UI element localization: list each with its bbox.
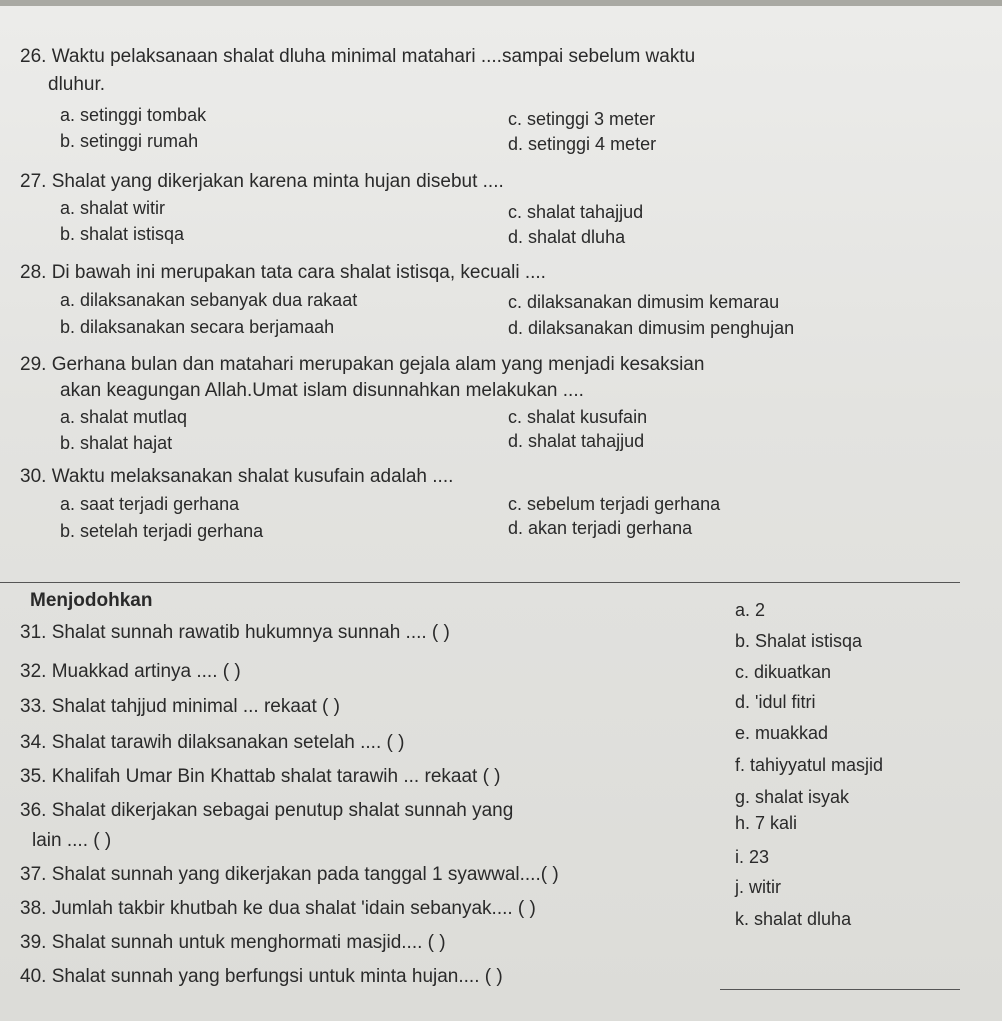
matching-answer-g: g. shalat isyak — [735, 787, 850, 807]
matching-answer-j: j. witir — [735, 877, 781, 897]
matching-question-31: 31. Shalat sunnah rawatib hukumnya sunnah .... ( ) — [20, 622, 450, 643]
matching-question-36: 36. Shalat dikerjakan sebagai penutup shalat sunnah yang — [20, 800, 514, 821]
q28-option-c: c. dilaksanakan dimusim kemarau — [508, 292, 780, 312]
worksheet-page — [0, 6, 1002, 1021]
matching-answer-h: h. 7 kali — [735, 813, 798, 833]
matching-answer-a: a. 2 — [735, 600, 766, 620]
q28-option-d: d. dilaksanakan dimusim penghujan — [508, 318, 795, 338]
q29-option-b: b. shalat hajat — [60, 433, 173, 453]
matching-question-36-cont: lain .... ( ) — [32, 830, 112, 851]
q30-option-b: b. setelah terjadi gerhana — [60, 521, 264, 541]
question-26-text: 26. Waktu pelaksanaan shalat dluha minimal matahari ....sampai sebelum waktu — [20, 46, 696, 67]
matching-answer-e: e. muakkad — [735, 723, 829, 743]
question-28-text: 28. Di bawah ini merupakan tata cara shalat istisqa, kecuali .... — [20, 262, 546, 283]
matching-question-37: 37. Shalat sunnah yang dikerjakan pada tanggal 1 syawwal....( ) — [20, 864, 559, 885]
q28-option-a: a. dilaksanakan sebanyak dua rakaat — [60, 290, 358, 310]
matching-question-38: 38. Jumlah takbir khutbah ke dua shalat 'idain sebanyak.... ( ) — [20, 898, 536, 919]
matching-heading: Menjodohkan — [30, 590, 153, 611]
question-29-text-cont: akan keagungan Allah.Umat islam disunnahkan melakukan .... — [60, 380, 584, 401]
q27-option-a: a. shalat witir — [60, 198, 166, 218]
q26-option-a: a. setinggi tombak — [60, 105, 207, 125]
matching-answer-b: b. Shalat istisqa — [735, 631, 863, 651]
matching-question-39: 39. Shalat sunnah untuk menghormati masjid.... ( ) — [20, 932, 446, 953]
q27-option-c: c. shalat tahajjud — [508, 202, 644, 222]
q26-option-d: d. setinggi 4 meter — [508, 134, 657, 154]
q27-option-b: b. shalat istisqa — [60, 224, 185, 244]
matching-question-35: 35. Khalifah Umar Bin Khattab shalat tarawih ... rekaat ( ) — [20, 766, 501, 787]
matching-answer-i: i. 23 — [735, 847, 770, 867]
q29-option-a: a. shalat mutlaq — [60, 407, 188, 427]
q28-option-b: b. dilaksanakan secara berjamaah — [60, 317, 335, 337]
section-divider — [0, 582, 960, 583]
matching-question-32: 32. Muakkad artinya .... ( ) — [20, 661, 241, 682]
bottom-rule — [720, 989, 960, 990]
matching-answer-k: k. shalat dluha — [735, 909, 852, 929]
q26-option-b: b. setinggi rumah — [60, 131, 199, 151]
q26-option-c: c. setinggi 3 meter — [508, 109, 656, 129]
question-30-text: 30. Waktu melaksanakan shalat kusufain adalah .... — [20, 466, 454, 487]
matching-question-40: 40. Shalat sunnah yang berfungsi untuk minta hujan.... ( ) — [20, 966, 503, 987]
matching-answer-d: d. 'idul fitri — [735, 692, 816, 712]
q30-option-a: a. saat terjadi gerhana — [60, 494, 240, 514]
q30-option-d: d. akan terjadi gerhana — [508, 518, 693, 538]
question-26-text-cont: dluhur. — [48, 74, 106, 95]
matching-question-33: 33. Shalat tahjjud minimal ... rekaat ( ) — [20, 696, 340, 717]
question-27-text: 27. Shalat yang dikerjakan karena minta hujan disebut .... — [20, 171, 504, 192]
q29-option-d: d. shalat tahajjud — [508, 431, 645, 451]
q29-option-c: c. shalat kusufain — [508, 407, 648, 427]
matching-answer-c: c. dikuatkan — [735, 662, 832, 682]
q27-option-d: d. shalat dluha — [508, 227, 626, 247]
matching-question-34: 34. Shalat tarawih dilaksanakan setelah .... ( ) — [20, 732, 405, 753]
matching-answer-f: f. tahiyyatul masjid — [735, 755, 884, 775]
q30-option-c: c. sebelum terjadi gerhana — [508, 494, 721, 514]
question-29-text: 29. Gerhana bulan dan matahari merupakan gejala alam yang menjadi kesaksian — [20, 354, 705, 375]
